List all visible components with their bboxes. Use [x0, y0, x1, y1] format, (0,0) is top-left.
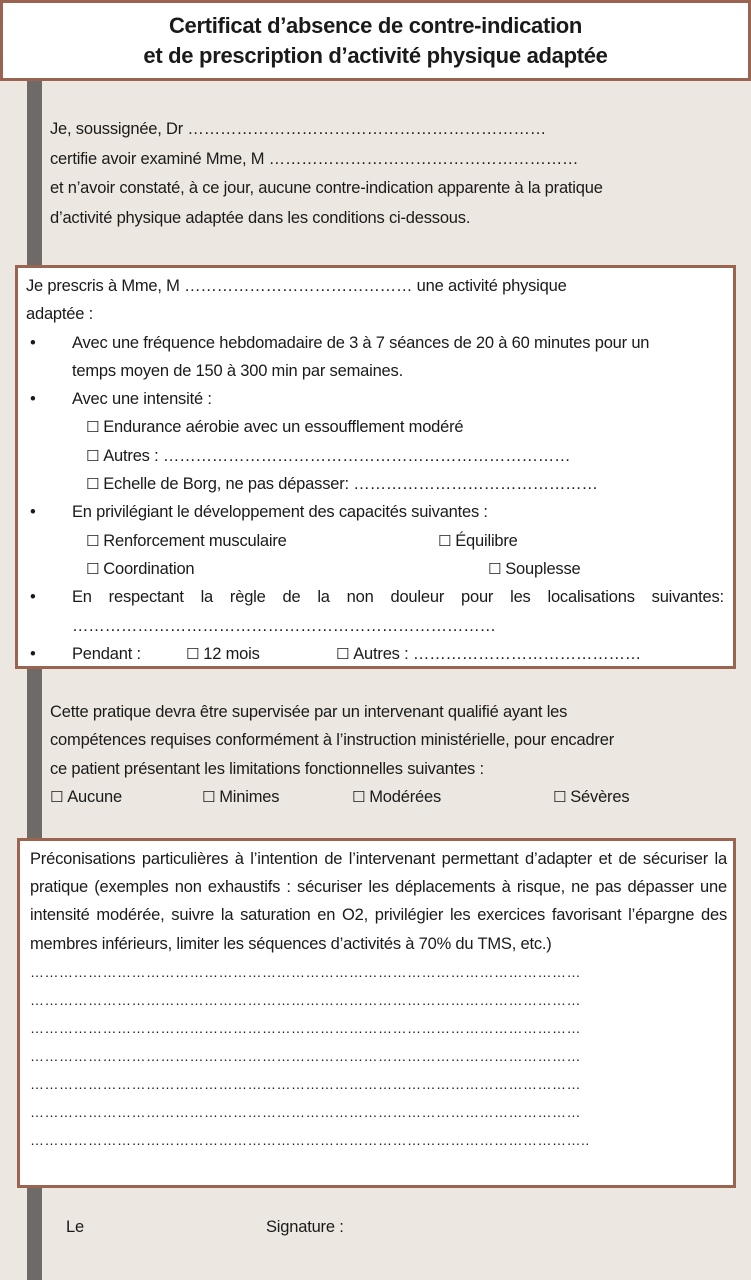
- option-label: Minimes: [219, 787, 280, 806]
- option-label: 12 mois: [203, 644, 260, 663]
- checkbox-icon[interactable]: ☐: [336, 644, 350, 663]
- intensity-option-borg[interactable]: [86, 470, 598, 498]
- checkbox-icon[interactable]: ☐: [186, 644, 200, 663]
- intensity-label: Avec une intensité :: [72, 390, 212, 409]
- page-title-line-2: et de prescription d’activité physique adaptée: [143, 43, 608, 68]
- signature-label: Signature :: [266, 1218, 344, 1236]
- limitation-option-minimal[interactable]: [202, 783, 279, 811]
- duration-option-other[interactable]: [336, 640, 641, 668]
- option-label: Équilibre: [455, 531, 518, 550]
- pain-locations-line[interactable]: ……………………………………………………………………: [72, 616, 496, 635]
- option-label: Autres : ……………………………………: [353, 644, 642, 663]
- prescription-adapted-label: adaptée :: [26, 305, 94, 324]
- recommendations-input-line[interactable]: ……………………………………………………………………………………………………: [30, 1103, 581, 1120]
- limitation-option-severe[interactable]: [553, 783, 629, 811]
- supervision-section: [50, 698, 730, 811]
- limitation-option-none[interactable]: [50, 783, 122, 811]
- frequency-text-1: Avec une fréquence hebdomadaire de 3 à 7 séances de 20 à 60 minutes pour un: [72, 333, 650, 352]
- supervision-text-1: Cette pratique devra être supervisée par un intervenant qualifié ayant les: [50, 703, 568, 721]
- option-label: Echelle de Borg, ne pas dépasser: ………………………………………: [103, 475, 598, 494]
- recommendations-input-line[interactable]: ……………………………………………………………………………………………………: [30, 1019, 581, 1036]
- checkbox-icon[interactable]: ☐: [86, 475, 100, 494]
- intensity-option-endurance[interactable]: [86, 413, 463, 441]
- capacity-option-balance[interactable]: [438, 527, 518, 555]
- recommendations-input-line[interactable]: ……………………………………………………………………………………………………: [30, 1047, 581, 1064]
- checkbox-icon[interactable]: ☐: [86, 559, 100, 578]
- limitations-options: [50, 783, 730, 811]
- checkbox-icon[interactable]: ☐: [50, 787, 64, 806]
- checkbox-icon[interactable]: ☐: [438, 531, 452, 550]
- patient-name-line[interactable]: certifie avoir examiné Mme, M …………………………………………………: [50, 149, 579, 168]
- capacity-option-strength[interactable]: [86, 527, 287, 555]
- bullet-icon: •: [30, 644, 36, 663]
- checkbox-icon[interactable]: ☐: [553, 787, 567, 806]
- option-label: Autres : …………………………………………………………………: [103, 446, 571, 465]
- recommendations-text: Préconisations particulières à l’intention de l’intervenant permettant d’adapter et de sécuriser la pratique (exemples non exhaustifs : sécuriser les déplacements à risque, ne pas dépasser une intensité modérée, suivre la saturation en O2, privilégier les exercices favorisant l’épargne des membres inférieurs, limiter les séquences d’activités à 70% du TMS, etc.): [30, 850, 727, 953]
- prescription-box: [15, 265, 736, 669]
- recommendations-input-line[interactable]: ……………………………………………………………………………………………………..: [30, 1131, 590, 1148]
- supervision-text-2: compétences requises conformément à l’instruction ministérielle, pour encadrer: [50, 731, 615, 750]
- checkbox-icon[interactable]: ☐: [202, 787, 216, 806]
- checkbox-icon[interactable]: ☐: [86, 446, 100, 465]
- option-label: Endurance aérobie avec un essoufflement modéré: [103, 418, 464, 437]
- recommendations-box: [17, 838, 736, 1188]
- bullet-icon: •: [30, 390, 36, 409]
- option-label: Aucune: [67, 787, 123, 806]
- prescription-patient-line[interactable]: Je prescris à Mme, M …………………………………… une activité physique: [26, 277, 567, 295]
- checkbox-icon[interactable]: ☐: [86, 531, 100, 550]
- option-label: Souplesse: [505, 559, 581, 578]
- capacities-label: En privilégiant le développement des capacités suivantes :: [72, 503, 488, 522]
- checkbox-icon[interactable]: ☐: [352, 787, 366, 806]
- capacity-option-coordination[interactable]: [86, 555, 194, 583]
- intensity-option-other[interactable]: [86, 442, 570, 470]
- attestation-text-1: et n’avoir constaté, à ce jour, aucune contre-indication apparente à la pratique: [50, 179, 603, 197]
- attestation-text-2: d’activité physique adaptée dans les conditions ci-dessous.: [50, 208, 471, 227]
- checkbox-icon[interactable]: ☐: [488, 559, 502, 578]
- recommendations-input-line[interactable]: ……………………………………………………………………………………………………: [30, 991, 581, 1008]
- recommendations-input-line[interactable]: ……………………………………………………………………………………………………: [30, 1075, 581, 1092]
- limitation-option-moderate[interactable]: [352, 783, 441, 811]
- recommendations-input-line[interactable]: ……………………………………………………………………………………………………: [30, 963, 581, 980]
- date-label: Le: [66, 1218, 84, 1236]
- capacity-option-flexibility[interactable]: [488, 555, 581, 583]
- pain-rule-text: En respectant la règle de la non douleur pour les localisations suivantes:: [72, 588, 724, 607]
- duration-option-12-months[interactable]: [186, 640, 260, 668]
- bullet-icon: •: [30, 588, 36, 607]
- doctor-name-line[interactable]: Je, soussignée, Dr …………………………………………………………: [50, 120, 547, 138]
- attestation-section: [50, 115, 730, 233]
- bullet-icon: •: [30, 333, 36, 352]
- option-label: Renforcement musculaire: [103, 531, 287, 550]
- page-title-line-1: Certificat d’absence de contre-indication: [168, 13, 583, 38]
- title-box: [0, 0, 751, 81]
- option-label: Coordination: [103, 559, 195, 578]
- option-label: Sévères: [570, 787, 630, 806]
- frequency-text-2: temps moyen de 150 à 300 min par semaines.: [72, 361, 403, 380]
- checkbox-icon[interactable]: ☐: [86, 418, 100, 437]
- option-label: Modérées: [369, 787, 442, 806]
- duration-label: Pendant :: [72, 644, 141, 663]
- supervision-text-3: ce patient présentant les limitations fonctionnelles suivantes :: [50, 759, 484, 778]
- bullet-icon: •: [30, 503, 36, 522]
